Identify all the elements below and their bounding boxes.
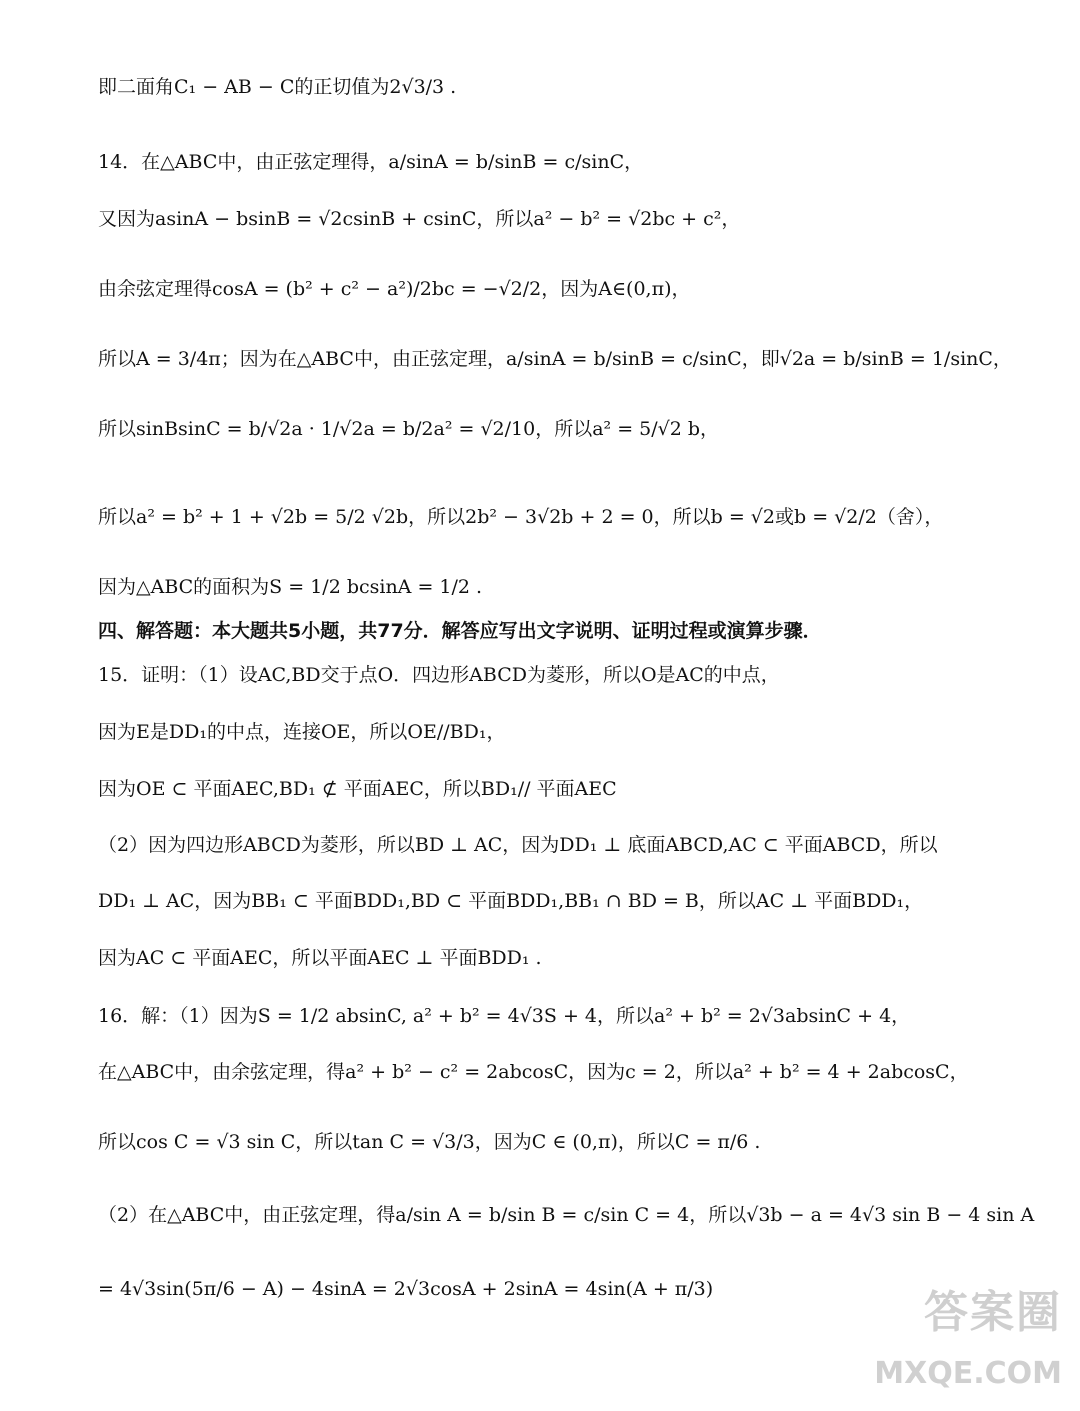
line-7: 所以a² = b² + 1 + √2b = 5/2 √2b，所以2b² − 3√2b + 2 = 0，所以b = √2或b = √2/2（舍）， xyxy=(98,506,944,528)
line-16: 16．解：（1）因为S = 1/2 absinC, a² + b² = 4√3S + 4，所以a² + b² = 2√3absinC + 4， xyxy=(98,1005,911,1027)
line-4: 由余弦定理得cosA = (b² + c² − a²)/2bc = −√2/2，因为A∈(0,π)， xyxy=(98,278,691,300)
section-heading: 四、解答题：本大题共5小题，共77分．解答应写出文字说明、证明过程或演算步骤． xyxy=(98,620,822,642)
line-13: （2）因为四边形ABCD为菱形，所以BD ⊥ AC，因为DD₁ ⊥ 底面ABCD,AC ⊂ 平面ABCD，所以 xyxy=(98,834,938,856)
line-18: 所以cos C = √3 sin C，所以tan C = √3/3，因为C ∈ (0,π)，所以C = π/6 . xyxy=(98,1131,761,1153)
line-1: 即二面角C₁ − AB − C的正切值为2√3/3 . xyxy=(98,76,457,98)
line-8: 因为△ABC的面积为S = 1/2 bcsinA = 1/2 . xyxy=(98,576,483,598)
watermark-url: MXQE.COM xyxy=(874,1356,1062,1391)
line-19: （2）在△ABC中，由正弦定理，得a/sin A = b/sin B = c/sin C = 4，所以√3b − a = 4√3 sin B − 4 sin A xyxy=(98,1204,1035,1226)
line-17: 在△ABC中，由余弦定理，得a² + b² − c² = 2abcosC，因为c = 2，所以a² + b² = 4 + 2abcosC， xyxy=(98,1061,969,1083)
line-20: = 4√3sin(5π/6 − A) − 4sinA = 2√3cosA + 2sinA = 4sin(A + π/3) xyxy=(98,1278,714,1300)
line-10: 15．证明：（1）设AC,BD交于点O．四边形ABCD为菱形，所以O是AC的中点， xyxy=(98,664,780,686)
line-2: 14．在△ABC中，由正弦定理得，a/sinA = b/sinB = c/sinC， xyxy=(98,151,644,173)
line-6: 所以sinBsinC = b/√2a · 1/√2a = b/2a² = √2/10，所以a² = 5/√2 b， xyxy=(98,418,720,440)
line-14: DD₁ ⊥ AC，因为BB₁ ⊂ 平面BDD₁,BD ⊂ 平面BDD₁,BB₁ ∩ BD = B，所以AC ⊥ 平面BDD₁， xyxy=(98,890,924,912)
line-12: 因为OE ⊂ 平面AEC,BD₁ ⊄ 平面AEC，所以BD₁// 平面AEC xyxy=(98,778,617,800)
line-3: 又因为asinA − bsinB = √2csinB + csinC，所以a² − b² = √2bc + c²， xyxy=(98,208,741,230)
watermark-cn: 答案圈 xyxy=(924,1287,1062,1338)
line-11: 因为E是DD₁的中点，连接OE，所以OE//BD₁， xyxy=(98,721,506,743)
line-5: 所以A = 3/4π；因为在△ABC中，由正弦定理，a/sinA = b/sinB = c/sinC，即√2a = b/sinB = 1/sinC， xyxy=(98,348,1012,370)
watermark-logo xyxy=(874,1276,1062,1391)
line-15: 因为AC ⊂ 平面AEC，所以平面AEC ⊥ 平面BDD₁ . xyxy=(98,947,542,969)
